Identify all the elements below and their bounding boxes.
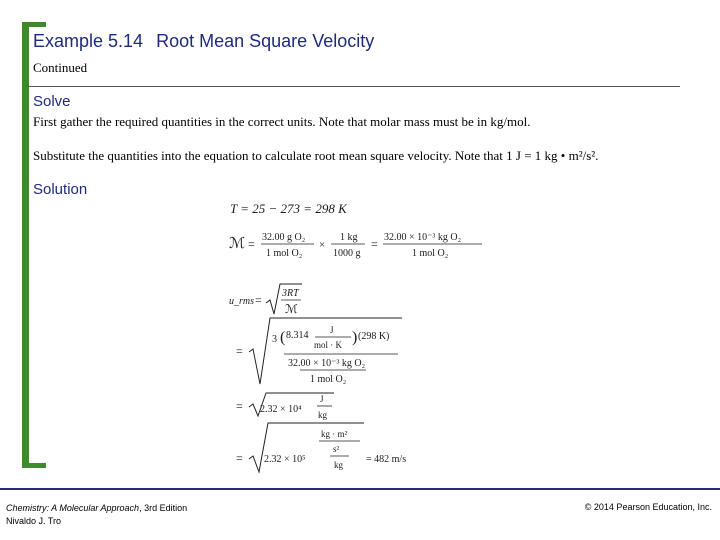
step2-value: 8.314 [286, 330, 309, 341]
footer-citation [6, 502, 187, 528]
step4-value: 2.32 × 10⁵ [264, 454, 306, 465]
author: Nivaldo J. Tro [6, 516, 62, 526]
subtitle: Continued [33, 60, 88, 75]
title-text: Root Mean Square Velocity [156, 31, 375, 51]
step2-den: 32.00 × 10⁻³ kg O₂ [288, 358, 366, 369]
step2-three: 3 [272, 334, 277, 345]
example-label: Example 5.14 [33, 31, 144, 51]
step2-paren-open: ( [280, 329, 286, 346]
book-edition: , 3rd Edition [139, 503, 188, 513]
urms-symbol: u_rms [229, 296, 255, 307]
step4-unit-mid: s² [333, 444, 340, 454]
solve-heading: Solve [33, 93, 71, 110]
step3-value: 2.32 × 10⁴ [260, 404, 302, 415]
footer-rule [0, 488, 720, 490]
solution-heading: Solution [33, 181, 88, 198]
mm-fraction-2-den: 1000 g [333, 248, 361, 259]
solve-text-2: Substitute the quantities into the equation to calculate root mean square velocity. Note that 1 J = 1 kg • m²/s². [33, 148, 599, 163]
result: = 482 m/s [366, 454, 407, 465]
mm-eq: = [371, 237, 378, 251]
book-title: Chemistry: A Molecular Approach [6, 503, 140, 513]
solve-text-1: First gather the required quantities in the correct units. Note that molar mass must be in kg/mol. [33, 114, 531, 129]
step4-eq: = [236, 451, 243, 465]
copyright: © 2014 Pearson Education, Inc. [584, 502, 712, 512]
temperature-equation: T = 25 − 273 = 298 K [230, 201, 347, 216]
mm-fraction-1-num: 32.00 g O₂ [262, 232, 306, 243]
mm-times: × [319, 239, 326, 251]
step4-unit-num: kg · m² [321, 429, 348, 439]
urms-den: ℳ [285, 302, 298, 316]
mm-fraction-3-den: 1 mol O₂ [412, 248, 449, 259]
step4-unit-den: kg [334, 460, 343, 470]
step2-unit-den: mol · K [314, 340, 342, 350]
mm-fraction-3-num: 32.00 × 10⁻³ kg O₂ [384, 232, 462, 243]
step2-unit-num: J [330, 325, 334, 335]
step2-temp: (298 K) [358, 331, 390, 342]
step3-unit-den: kg [318, 410, 327, 420]
step2-eq: = [236, 344, 243, 358]
urms-num: 3RT [282, 288, 299, 299]
mm-fraction-1-den: 1 mol O₂ [266, 248, 303, 259]
step2-den2: 1 mol O₂ [310, 374, 347, 385]
step2-paren-close: ) [352, 329, 358, 346]
mm-fraction-2-num: 1 kg [340, 232, 358, 243]
step3-eq: = [236, 399, 243, 413]
eq-sign: = [248, 237, 255, 251]
urms-eq: = [255, 293, 262, 307]
step3-unit-num: J [320, 394, 324, 404]
molar-mass-symbol: ℳ [229, 236, 246, 252]
